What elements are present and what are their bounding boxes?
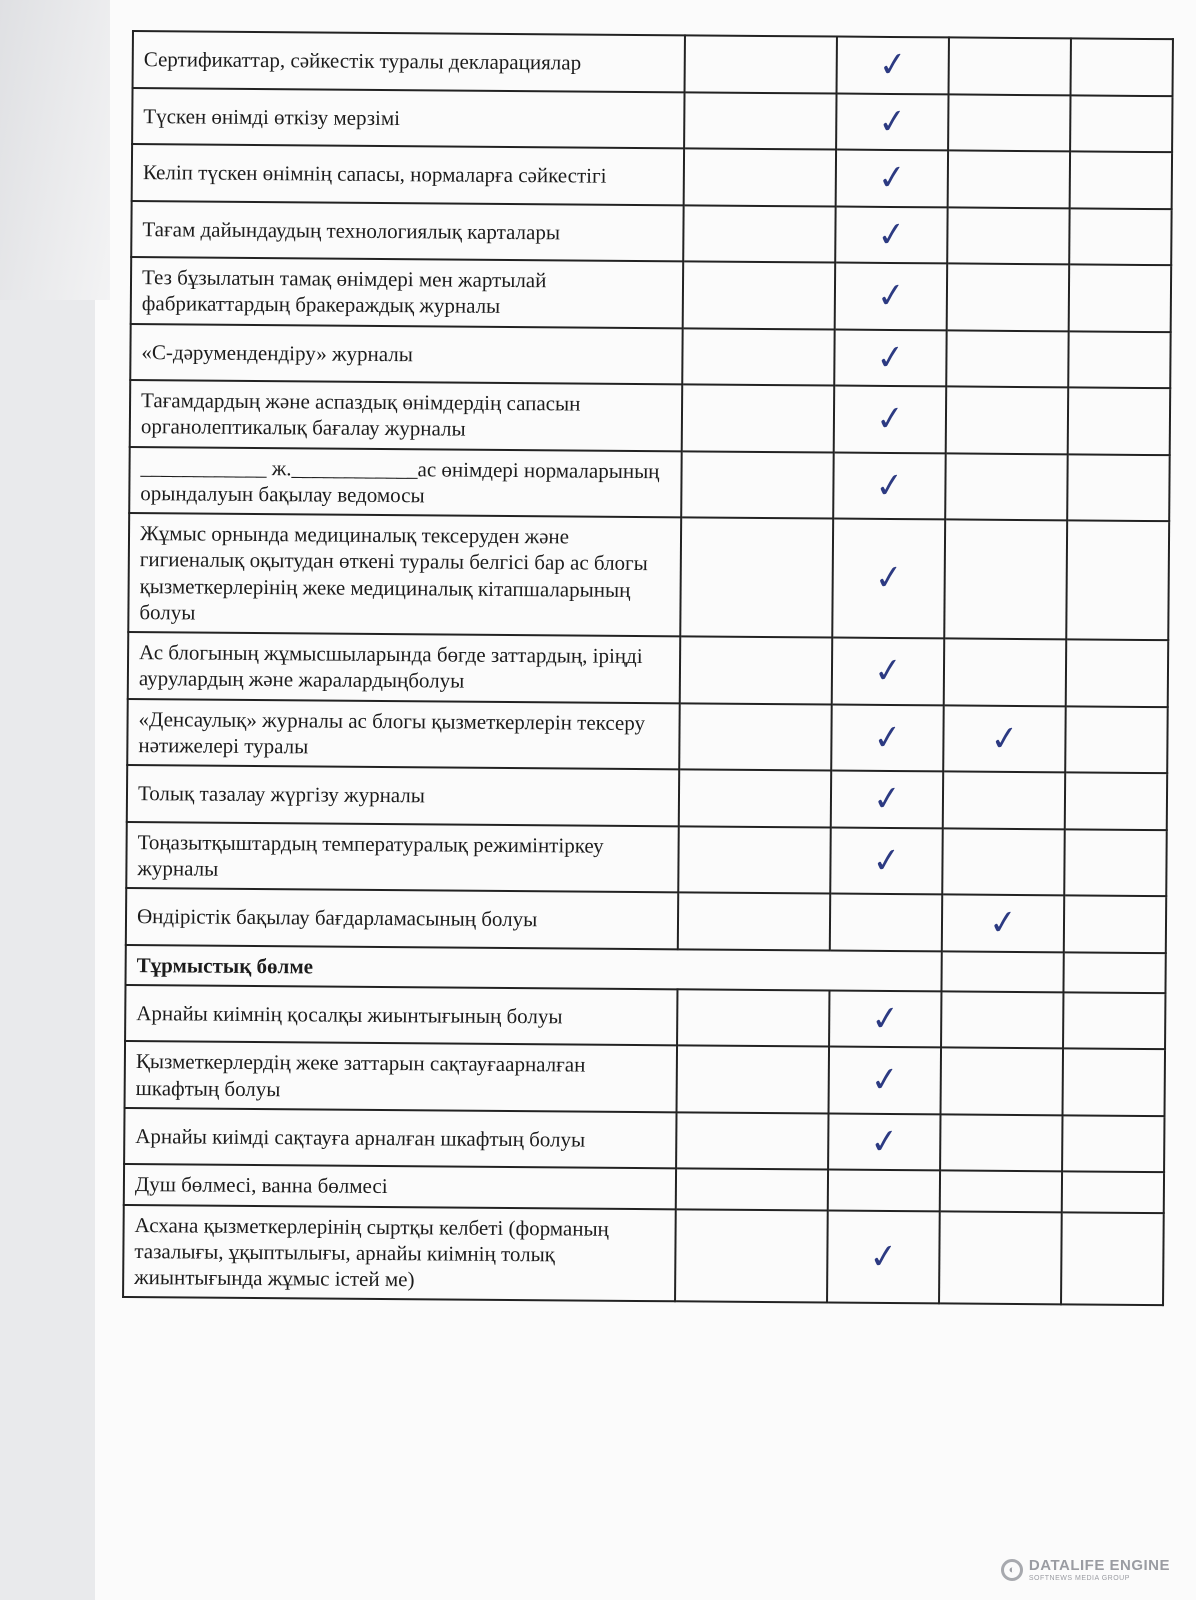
paper-edge (0, 0, 110, 300)
mark-cell[interactable] (830, 894, 942, 951)
table-row (126, 821, 1166, 896)
mark-cell[interactable] (946, 386, 1069, 453)
table-row (132, 88, 1172, 153)
mark-cell[interactable] (683, 261, 836, 329)
table-row (123, 1204, 1164, 1305)
table-row (132, 144, 1172, 209)
mark-cell[interactable] (678, 826, 831, 894)
mark-cell[interactable] (829, 1047, 942, 1114)
mark-cell[interactable] (941, 951, 1063, 992)
row-label: Өндірістік бақылау бағдарламасының болуы (126, 888, 678, 949)
mark-cell[interactable] (832, 519, 945, 639)
checkmark-icon: ✓ (876, 43, 909, 87)
mark-cell[interactable] (1069, 208, 1171, 265)
mark-cell[interactable] (941, 991, 1063, 1048)
mark-cell[interactable] (1066, 639, 1169, 706)
table-row (130, 323, 1170, 388)
row-label: Қызметкерлердің жеке заттарын сақтауғаарналған шкафтың болуы (125, 1041, 678, 1112)
mark-cell[interactable] (680, 636, 833, 704)
mark-cell[interactable] (835, 263, 948, 330)
mark-cell[interactable] (676, 1112, 828, 1170)
table-row (131, 257, 1171, 332)
checkmark-icon: ✓ (872, 556, 905, 600)
mark-cell[interactable] (947, 263, 1070, 330)
mark-cell[interactable] (682, 328, 834, 386)
mark-cell[interactable] (946, 330, 1068, 387)
mark-cell[interactable] (835, 206, 947, 263)
mark-cell[interactable] (676, 1169, 828, 1210)
mark-cell[interactable] (1062, 1172, 1164, 1213)
mark-cell[interactable] (940, 1114, 1062, 1171)
mark-cell[interactable] (940, 1171, 1062, 1212)
mark-cell[interactable] (685, 35, 837, 93)
mark-cell[interactable] (828, 1170, 940, 1211)
mark-cell[interactable] (943, 705, 1066, 772)
row-label: ____________ ж.____________ас өнімдері нормаларының орындалуын бақылау ведомосы (129, 446, 682, 517)
table-row (127, 765, 1167, 830)
mark-cell[interactable] (1063, 1049, 1166, 1116)
mark-cell[interactable] (943, 771, 1065, 828)
mark-cell[interactable] (677, 1046, 830, 1114)
mark-cell[interactable] (1071, 38, 1173, 95)
checkmark-icon: ✓ (868, 1058, 901, 1102)
checklist-body (123, 31, 1173, 1305)
mark-cell[interactable] (836, 93, 948, 150)
row-label: Тағамдардың және аспаздық өнімдердің сапасын органолептикалық бағалау журналы (130, 380, 683, 451)
table-row (129, 446, 1169, 521)
checkmark-icon: ✓ (874, 336, 907, 379)
checkmark-icon: ✓ (988, 717, 1021, 760)
checkmark-icon: ✓ (869, 997, 902, 1040)
mark-cell[interactable] (944, 638, 1067, 705)
row-label: Сертификаттар, сәйкестік туралы декларациялар (133, 31, 685, 92)
mark-cell[interactable] (828, 1113, 940, 1170)
mark-cell[interactable] (1063, 992, 1165, 1049)
mark-cell[interactable] (1066, 520, 1169, 640)
row-label: Ас блогының жұмысшыларында бөгде заттардың, іріңді аурулардың және жаралардыңболуы (128, 632, 681, 703)
mark-cell[interactable] (1064, 895, 1166, 952)
mark-cell[interactable] (1065, 772, 1167, 829)
watermark (1001, 1558, 1170, 1582)
row-label: Арнайы киімді сақтауға арналған шкафтың болуы (124, 1108, 676, 1169)
mark-cell[interactable] (1069, 264, 1172, 331)
row-label: Асхана қызметкерлерінің сыртқы келбеті (форманың тазалығы, ұқыптылығы, арнайы киімнің толық жиынтығында жұмыс істей ме) (123, 1204, 676, 1301)
mark-cell[interactable] (834, 386, 947, 453)
mark-cell[interactable] (833, 452, 946, 519)
row-label: Тағам дайындаудың технологиялық карталары (131, 201, 683, 262)
table-row (124, 1108, 1164, 1173)
mark-cell[interactable] (942, 828, 1065, 895)
checkmark-icon: ✓ (868, 1120, 901, 1163)
mark-cell[interactable] (1068, 387, 1171, 454)
checkmark-icon: ✓ (871, 649, 905, 693)
checkmark-icon: ✓ (874, 274, 908, 318)
table-row (125, 1041, 1165, 1116)
table-row (125, 985, 1165, 1050)
watermark-text (1029, 1558, 1170, 1582)
mark-cell[interactable] (939, 1211, 1062, 1305)
checkmark-icon: ✓ (873, 464, 906, 507)
row-label: Келіп түскен өнімнің сапасы, нормаларға сәйкестігі (132, 144, 684, 205)
mark-cell[interactable] (837, 37, 949, 94)
mark-cell[interactable] (684, 148, 836, 206)
table-row (130, 380, 1170, 455)
watermark-sub: SOFTNEWS MEDIA GROUP (1028, 1575, 1130, 1582)
mark-cell[interactable] (1070, 151, 1172, 208)
mark-cell[interactable] (944, 519, 1067, 639)
row-label: Түскен өнімді өткізу мерзімі (132, 88, 684, 149)
row-label: Тез бұзылатын тамақ өнімдері мен жартылай фабрикаттардың бракераждық журналы (131, 257, 684, 328)
checkmark-icon: ✓ (876, 100, 909, 143)
checkmark-icon: ✓ (875, 213, 908, 256)
mark-cell[interactable] (948, 150, 1070, 207)
mark-cell[interactable] (1068, 331, 1170, 388)
mark-cell[interactable] (678, 892, 830, 950)
mark-cell[interactable] (836, 150, 948, 207)
mark-cell[interactable] (684, 92, 836, 150)
mark-cell[interactable] (831, 704, 944, 771)
mark-cell[interactable] (827, 1210, 940, 1304)
mark-cell[interactable] (1064, 829, 1167, 896)
table-row (128, 632, 1168, 707)
mark-cell[interactable] (679, 769, 831, 827)
row-label: «С-дәрумендендіру» журналы (130, 323, 682, 384)
checkmark-icon: ✓ (871, 716, 904, 759)
table-row (128, 513, 1169, 640)
row-label: «Денсаулық» журналы ас блогы қызметкерлерін тексеру нәтижелері туралы (127, 698, 680, 769)
table-row (131, 201, 1171, 266)
mark-cell[interactable] (945, 453, 1068, 520)
row-label: Арнайы киімнің қосалқы жиынтығының болуы (125, 985, 677, 1046)
mark-cell[interactable] (1063, 952, 1165, 993)
mark-cell[interactable] (832, 638, 945, 705)
section-title: Тұрмыстық бөлме (126, 944, 942, 991)
row-label: Тоңазытқыштардың температуралық режимінтіркеу журналы (126, 821, 679, 892)
mark-cell[interactable] (1067, 454, 1170, 521)
mark-cell[interactable] (834, 329, 946, 386)
checkmark-icon: ✓ (875, 156, 908, 200)
row-label: Жұмыс орнында медициналық тексеруден және гигиеналық оқытудан өткені туралы белгісі бар ас блогы қызметкерлерінің жеке медициналық кітапшаларының болуы (128, 513, 681, 636)
mark-cell[interactable] (1070, 95, 1172, 152)
checkmark-icon: ✓ (986, 901, 1020, 945)
mark-cell[interactable] (675, 1209, 828, 1303)
row-label: Толық тазалау жүргізу журналы (127, 765, 679, 826)
mark-cell[interactable] (679, 703, 832, 771)
checkmark-icon: ✓ (873, 397, 907, 441)
watermark-logo-icon: ◐ (1001, 1559, 1023, 1581)
mark-cell[interactable] (829, 990, 941, 1047)
table-row (127, 698, 1167, 773)
checkmark-icon: ✓ (867, 1235, 900, 1278)
mark-cell[interactable] (948, 94, 1070, 151)
checkmark-icon: ✓ (870, 839, 903, 882)
mark-cell[interactable] (1061, 1212, 1164, 1306)
mark-cell[interactable] (949, 37, 1071, 94)
table-row (133, 31, 1173, 96)
mark-cell[interactable] (941, 1048, 1064, 1115)
checklist-table (122, 30, 1174, 1306)
table-row (126, 888, 1166, 953)
mark-cell[interactable] (681, 451, 834, 519)
mark-cell[interactable] (831, 771, 943, 828)
mark-cell[interactable] (680, 517, 833, 637)
checklist-sheet (122, 30, 1174, 1306)
mark-cell[interactable] (1065, 706, 1168, 773)
checkmark-icon: ✓ (870, 777, 904, 821)
mark-cell[interactable] (677, 989, 829, 1047)
mark-cell[interactable] (830, 827, 943, 894)
mark-cell[interactable] (682, 384, 835, 452)
watermark-main: DATALIFE ENGINE (1028, 1557, 1170, 1574)
mark-cell[interactable] (683, 205, 835, 263)
row-label: Душ бөлмесі, ванна бөлмесі (124, 1164, 676, 1209)
mark-cell[interactable] (1062, 1115, 1164, 1172)
mark-cell[interactable] (947, 207, 1069, 264)
mark-cell[interactable] (942, 894, 1064, 951)
